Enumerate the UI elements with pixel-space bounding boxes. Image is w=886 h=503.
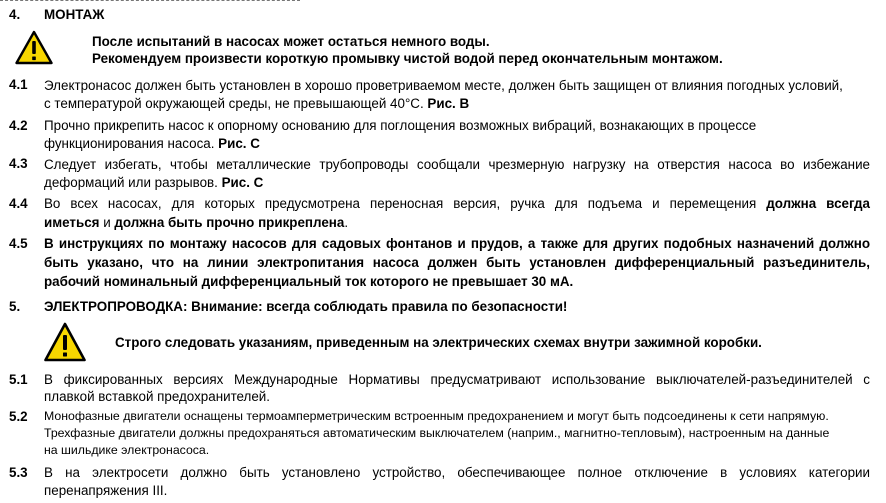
item-text-line: В инструкциях по монтажу насосов для садовых фонтанов и прудов, а также для других подобных назначений должно [44, 236, 870, 251]
wiring-warning-text: Строго следовать указаниям, приведенным на электрических схемах внутри зажимной коробки. [115, 335, 762, 350]
item-text-line: на шильдике электронасоса. [44, 443, 210, 457]
item-number: 4.5 [9, 236, 28, 251]
item-text-line: Монофазные двигатели оснащены термоамперметрическим встроенным предохранением и могут быть подсоединены к сети напрямую. [44, 409, 829, 423]
item-text-line: рабочий номинальный дифференциальный ток которого не превышает 30 мА. [44, 274, 574, 289]
warning-line-1: После испытаний в насосах может остаться немного воды. [92, 34, 490, 49]
item-text-line: иметься и должна быть прочно прикреплена. [44, 215, 349, 230]
section-4-number: 4. [9, 7, 21, 22]
figure-reference: Рис. С [221, 175, 264, 190]
item-number: 4.3 [9, 156, 28, 171]
item-text-line: Прочно прикрепить насос к опорному основанию для поглощения возможных вибраций, вознакающих в процессе [44, 118, 757, 133]
warning-triangle-icon [44, 322, 86, 362]
section-5-number: 5. [9, 299, 21, 314]
item-text-line: функционирования насоса. Рис. С [44, 136, 260, 151]
item-text-line: плавкой вставкой предохранителей. [44, 389, 271, 404]
item-number: 5.1 [9, 372, 28, 387]
item-number: 4.1 [9, 77, 28, 92]
figure-reference: Рис. С [218, 136, 260, 151]
item-number: 5.2 [9, 409, 28, 424]
item-text-line: Во всех насосах, для которых предусмотрена переносная версия, ручка для подъема и перемещения должна всегда [44, 196, 870, 211]
item-text-line: Следует избегать, чтобы металлические трубопроводы сообщали чрезмерную нагрузку на отверстия насоса во избежание [44, 157, 870, 172]
item-text-line: Электронасос должен быть установлен в хорошо проветриваемом месте, должен быть защищен от влияния погодных условий, [44, 78, 843, 93]
item-number: 4.2 [9, 118, 28, 133]
item-text-line: В на электросети должно быть установлено устройство, обеспечивающее полное отключение в условиях категории [44, 465, 870, 480]
warning-triangle-icon [15, 30, 53, 65]
warning-line-2: Рекомендуем произвести короткую промывку чистой водой перед окончательным монтажом. [92, 51, 723, 66]
section-4-title: МОНТАЖ [44, 7, 105, 22]
item-number: 5.3 [9, 465, 28, 480]
item-text-line: быть указано, что на линии электропитания насоса должен быть установлен дифференциальный разъединитель, [44, 255, 870, 270]
top-rule [0, 0, 300, 4]
item-text-line: перенапряжения III. [44, 483, 168, 498]
item-text-line: деформаций или разрывов. Рис. С [44, 175, 264, 190]
item-text-line: Трехфазные двигатели должны предохраняться автоматическим выключателем (наприм., магнитно-тепловым), настроенным на данные [44, 426, 830, 440]
section-5-title: ЭЛЕКТРОПРОВОДКА: Внимание: всегда соблюдать правила по безопасности! [44, 299, 568, 314]
item-number: 4.4 [9, 196, 28, 211]
figure-reference: Рис. В [427, 96, 470, 111]
item-text-line: В фиксированных версиях Международные Нормативы предусматривают использование выключателей-разъединителей с [44, 372, 870, 387]
item-text-line: с температурой окружающей среды, не превышающей 40°С. Рис. В [44, 96, 470, 111]
